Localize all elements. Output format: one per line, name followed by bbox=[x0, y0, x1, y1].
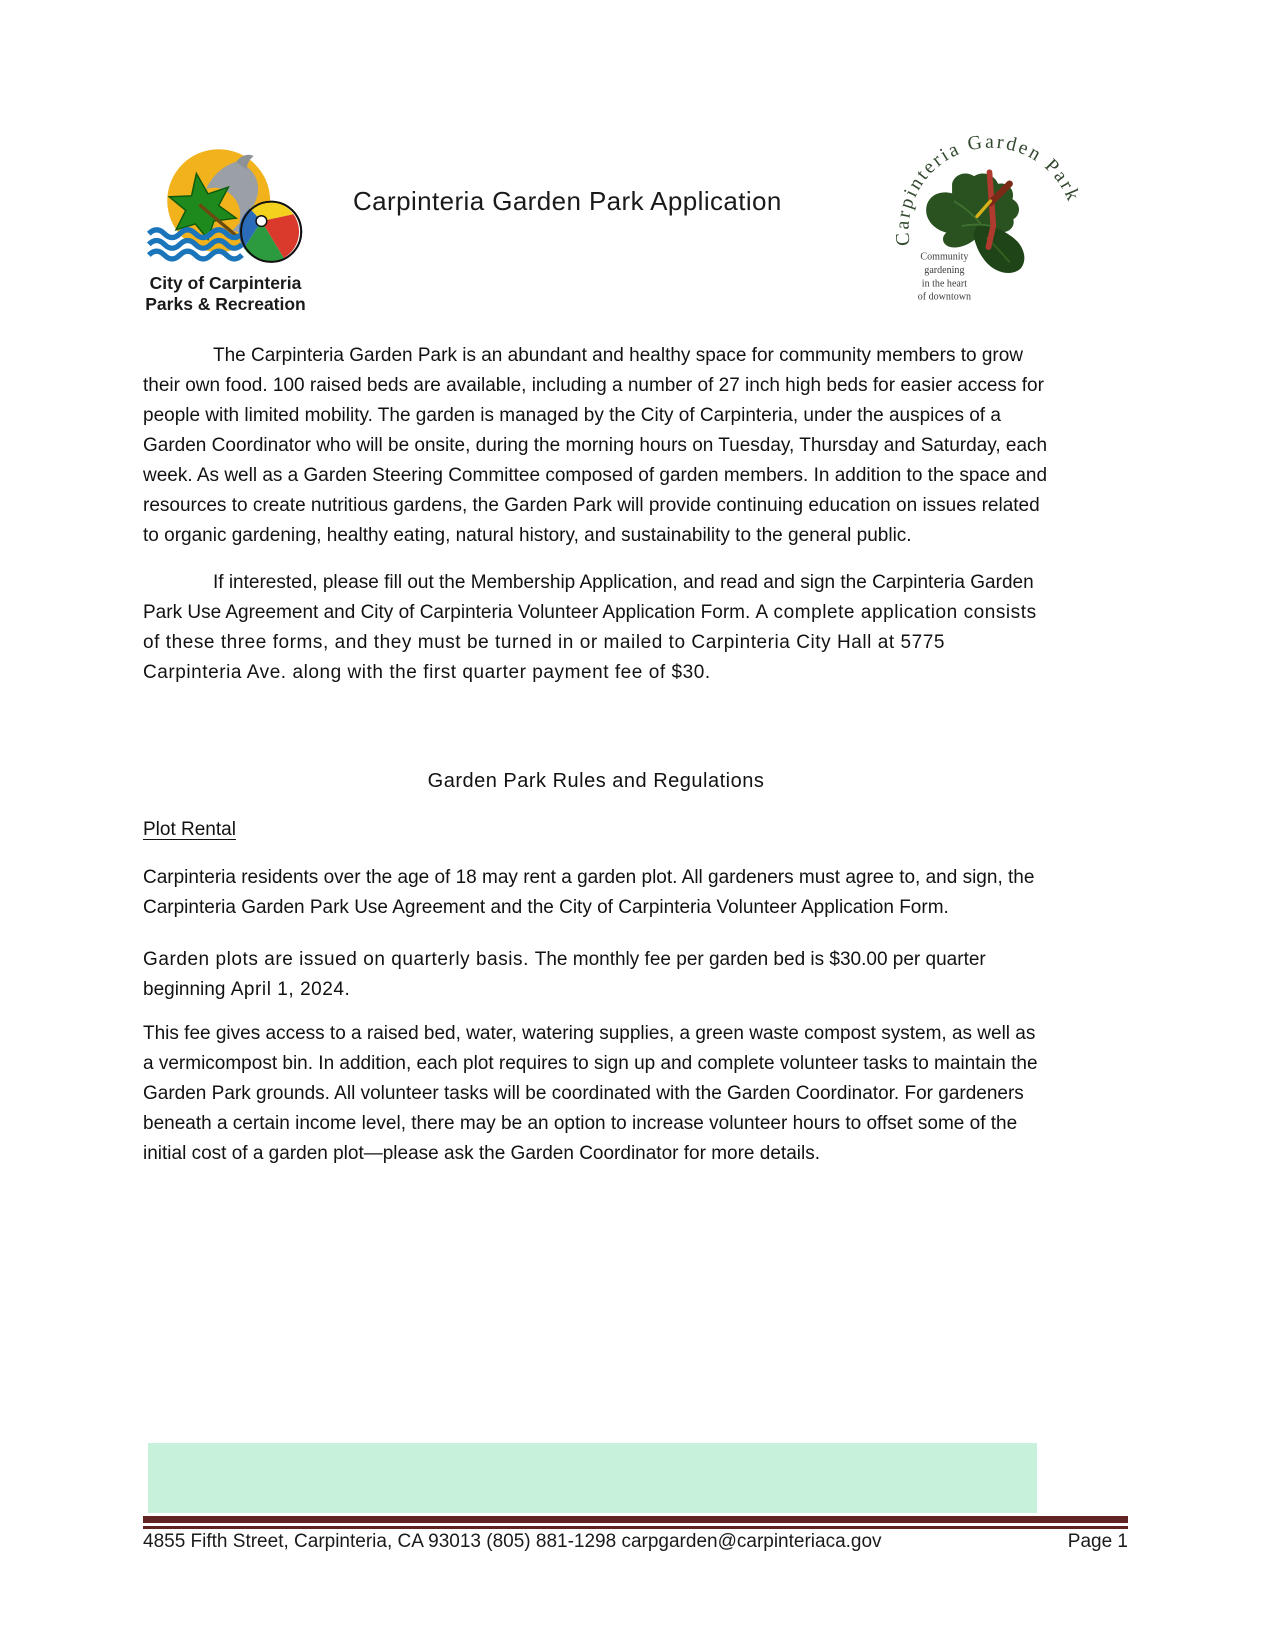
tagline-line: Community bbox=[920, 251, 969, 263]
text-segment: Carpinteria residents over the age of 18 may rent a garden plot. All gardeners must agree to, and sign, the Carpinteria Garden Park Use Agreement and the City of Carpinteria Volunteer Application Form. bbox=[143, 867, 1035, 918]
tagline-line: of downtown bbox=[917, 291, 972, 303]
document-body bbox=[143, 341, 1049, 1169]
paragraph bbox=[143, 945, 1049, 1005]
beach-ball-icon bbox=[239, 202, 301, 262]
page-title: Carpinteria Garden Park Application bbox=[353, 186, 782, 216]
text-segment: The Carpinteria Garden Park is an abundant and healthy space for community members to grow their own food. 100 raised beds are available, including a number of 27 inch high beds for easier access for people with limited mobility. The garden is managed by the City of Carpinteria, under the auspices of a Garden Coordinator who will be onsite, during the morning hours on Tuesday, Thursday and Saturday, each week. As well as a Garden Steering Committee composed of garden members. In addition to the space and resources to create nutritious gardens, the Garden Park will provide continuing education on issues related to organic gardening, healthy eating, natural history, and sustainability to the general public. bbox=[143, 345, 1048, 546]
logo-arc-text: Carpinteria Garden Park bbox=[893, 134, 1083, 247]
text-segment: This fee gives access to a raised bed, water, watering supplies, a green waste compost system, as well as a vermicompost bin. In addition, each plot requires to sign up and complete volunteer tasks to maintain the Garden Park grounds. All volunteer tasks will be coordinated with the Garden Coordinator. For gardeners beneath a certain income level, there may be an option to increase volunteer hours to offset some of the initial cost of a garden plot—please ask the Garden Coordinator for more details. bbox=[143, 1023, 1038, 1164]
text-segment: If interested, please fill out the Membership Application, and read and sign the Carpinteria Garden Park Use Agreement and City of Carpinteria Volunteer Application Form. bbox=[143, 572, 1034, 623]
rules-heading: Garden Park Rules and Regulations bbox=[427, 770, 765, 792]
paragraph bbox=[143, 341, 1049, 551]
text-segment: The monthly fee per garden bed is $30.00 per quarter beginning bbox=[143, 949, 986, 1000]
garden-park-logo-icon bbox=[893, 134, 1083, 316]
plot-rental-subheading: Plot Rental bbox=[143, 819, 236, 840]
paragraph bbox=[143, 1019, 1049, 1169]
footer-rule bbox=[143, 1516, 1128, 1529]
waves-icon bbox=[149, 230, 242, 259]
logo-caption-line2: Parks & Recreation bbox=[145, 294, 306, 314]
footer-highlight-band bbox=[148, 1443, 1037, 1513]
intro-section bbox=[143, 341, 1049, 688]
text-segment: A complete application consists of these three forms, and they must be turned in or mailed to Carpinteria City Hall at 5775 Carpinteria Ave. along with the first quarter payment fee of $30. bbox=[143, 602, 1037, 683]
garden-park-logo bbox=[893, 134, 1083, 321]
paragraph bbox=[143, 863, 1049, 923]
footer bbox=[143, 1531, 1128, 1553]
footer-address: 4855 Fifth Street, Carpinteria, CA 93013 (805) 881-1298 carpgarden@carpinteriaca.gov bbox=[143, 1531, 882, 1552]
parks-and-recreation-logo-icon bbox=[143, 146, 308, 268]
text-segment: April 1, 2024. bbox=[230, 979, 351, 1000]
logo-caption-line1: City of Carpinteria bbox=[149, 273, 302, 293]
tagline-line: gardening bbox=[924, 264, 965, 276]
text-segment: Garden plots are issued on quarterly basis. bbox=[143, 949, 535, 970]
page-number: Page 1 bbox=[1067, 1531, 1128, 1552]
rules-section bbox=[143, 863, 1049, 1169]
logo-tagline bbox=[918, 251, 971, 302]
tagline-line: in the heart bbox=[921, 278, 968, 290]
parks-and-recreation-logo bbox=[138, 146, 313, 315]
paragraph bbox=[143, 568, 1049, 688]
